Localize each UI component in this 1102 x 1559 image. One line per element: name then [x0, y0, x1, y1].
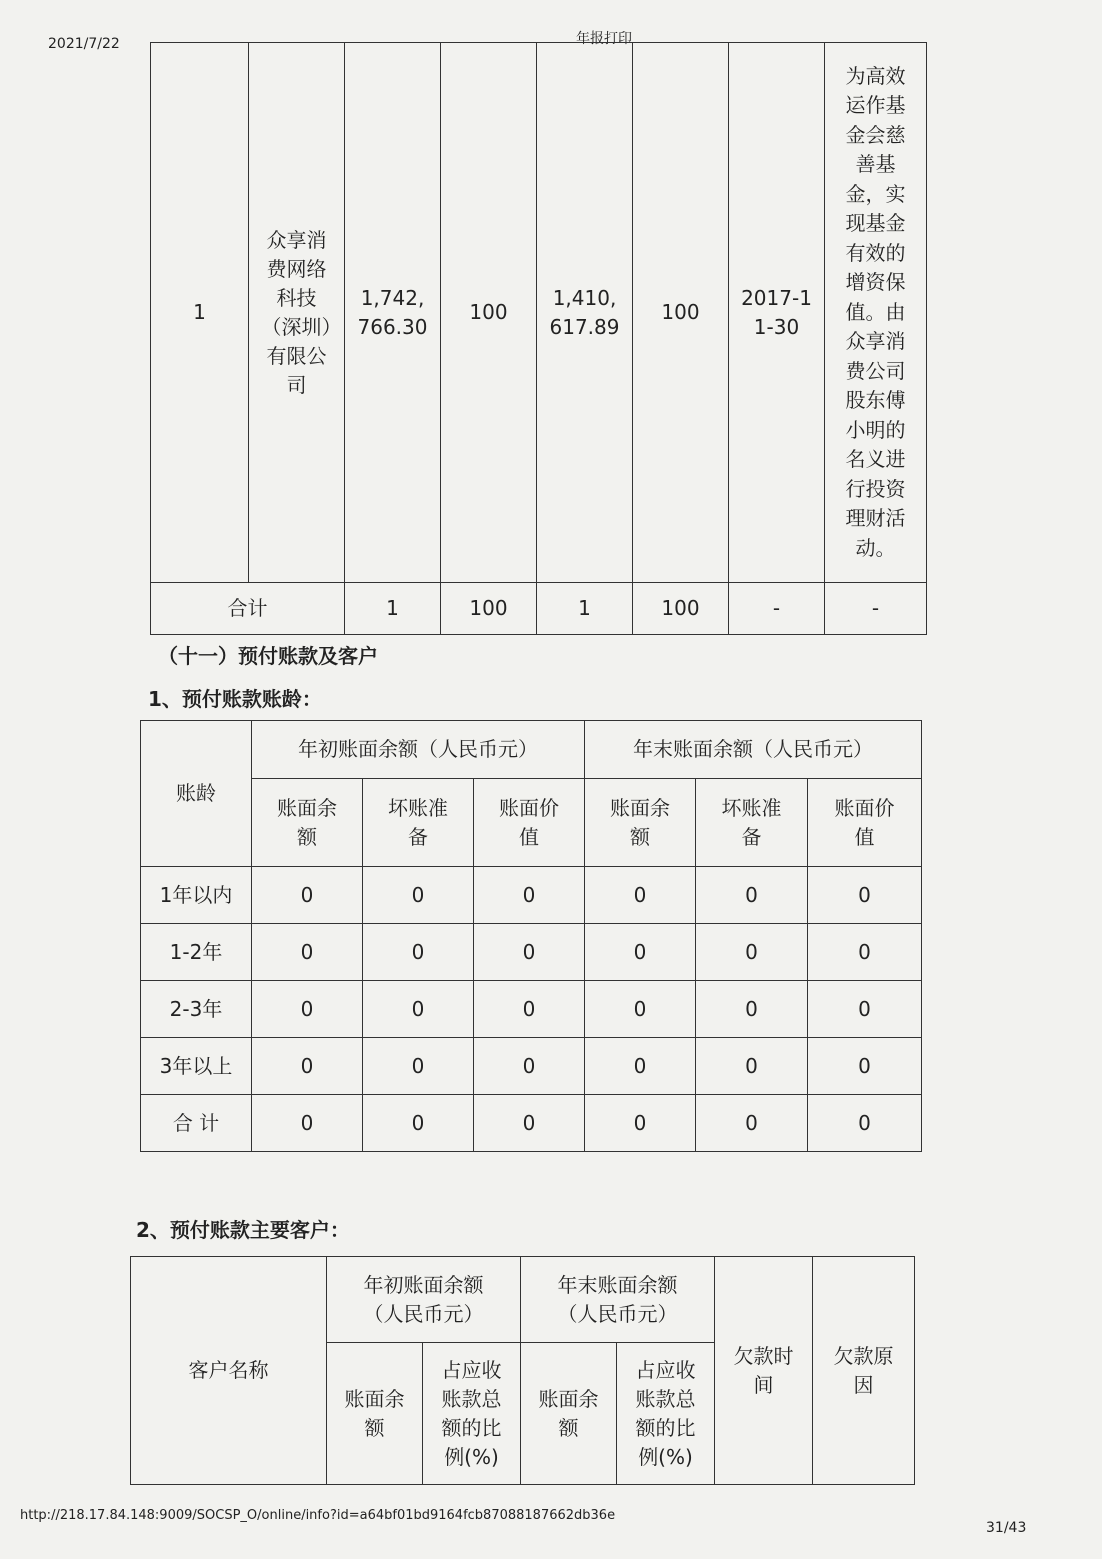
total-cell: 100	[633, 583, 729, 635]
total-label: 合计	[151, 583, 345, 635]
cell: 0	[252, 924, 363, 981]
row-label: 3年以上	[141, 1038, 252, 1095]
cell: 0	[252, 1038, 363, 1095]
table-row	[141, 924, 922, 981]
row-label: 1-2年	[141, 924, 252, 981]
row-label: 2-3年	[141, 981, 252, 1038]
row-label: 1年以内	[141, 867, 252, 924]
table-subheader-row	[141, 779, 922, 867]
page-header-title: 年报打印	[576, 31, 632, 47]
begin-ratio: 100	[441, 43, 537, 583]
total-cell: 1	[345, 583, 441, 635]
print-date: 2021/7/22	[48, 36, 120, 52]
cell: 0	[585, 1038, 696, 1095]
table-row	[151, 43, 927, 583]
cell: 0	[252, 1095, 363, 1152]
table-total-row	[141, 1095, 922, 1152]
page-number: 31/43	[986, 1520, 1027, 1536]
footer-url: http://218.17.84.148:9009/SOCSP_O/online/info?id=a64bf01bd9164fcb87088187662db36e	[20, 1508, 616, 1523]
cell: 0	[363, 924, 474, 981]
cell: 0	[585, 867, 696, 924]
sub-header: 坏账准备	[363, 779, 474, 867]
cell: 0	[808, 924, 922, 981]
table-row	[141, 867, 922, 924]
cell: 0	[808, 1095, 922, 1152]
receivables-table-continued	[150, 42, 927, 635]
cell: 0	[363, 867, 474, 924]
cell: 0	[474, 1038, 585, 1095]
debt-reason: 为高效运作基金会慈善基金，实现基金有效的增资保值。由众享消费公司股东傅小明的名义进行投资理财活动。	[825, 43, 927, 583]
col-header-debt-time: 欠款时间	[715, 1257, 813, 1485]
total-cell: -	[729, 583, 825, 635]
cell: 0	[363, 981, 474, 1038]
sub-header: 占应收账款总额的比例(%)	[617, 1343, 715, 1485]
table-row	[141, 981, 922, 1038]
cell: 0	[474, 1095, 585, 1152]
total-cell: 100	[441, 583, 537, 635]
prepayment-customers-table	[130, 1256, 915, 1485]
company-name: 众享消费网络科技（深圳）有限公司	[249, 43, 345, 583]
cell: 0	[696, 1038, 808, 1095]
group-header-end: 年末账面余额（人民币元）	[521, 1257, 715, 1343]
cell: 0	[474, 981, 585, 1038]
sub-header: 账面余额	[521, 1343, 617, 1485]
cell: 0	[696, 867, 808, 924]
sub-header: 账面价值	[474, 779, 585, 867]
prepayment-aging-table	[140, 720, 922, 1152]
table-header-row	[131, 1257, 915, 1343]
subsection-title: 2、预付账款主要客户：	[136, 1218, 350, 1242]
sub-header: 账面余额	[327, 1343, 423, 1485]
sub-header: 账面余额	[252, 779, 363, 867]
col-header-age: 账龄	[141, 721, 252, 867]
table-row	[141, 1038, 922, 1095]
total-cell: -	[825, 583, 927, 635]
sub-header: 坏账准备	[696, 779, 808, 867]
col-header-debt-reason: 欠款原因	[813, 1257, 915, 1485]
cell: 0	[696, 981, 808, 1038]
table-header-row	[141, 721, 922, 779]
cell: 0	[808, 867, 922, 924]
cell: 0	[808, 981, 922, 1038]
group-header-begin: 年初账面余额（人民币元）	[327, 1257, 521, 1343]
sub-header: 账面价值	[808, 779, 922, 867]
row-number: 1	[151, 43, 249, 583]
sub-header: 账面余额	[585, 779, 696, 867]
table-total-row	[151, 583, 927, 635]
cell: 0	[474, 924, 585, 981]
cell: 0	[696, 1095, 808, 1152]
cell: 0	[585, 924, 696, 981]
cell: 0	[585, 1095, 696, 1152]
group-header-end: 年末账面余额（人民币元）	[585, 721, 922, 779]
subsection-title: 1、预付账款账龄：	[148, 687, 322, 711]
cell: 0	[474, 867, 585, 924]
debt-date: 2017-11-30	[729, 43, 825, 583]
group-header-begin: 年初账面余额（人民币元）	[252, 721, 585, 779]
cell: 0	[252, 981, 363, 1038]
end-ratio: 100	[633, 43, 729, 583]
cell: 0	[363, 1095, 474, 1152]
end-amount: 1,410,617.89	[537, 43, 633, 583]
row-label: 合 计	[141, 1095, 252, 1152]
section-title: （十一）预付账款及客户	[158, 644, 378, 668]
total-cell: 1	[537, 583, 633, 635]
cell: 0	[363, 1038, 474, 1095]
cell: 0	[696, 924, 808, 981]
sub-header: 占应收账款总额的比例(%)	[423, 1343, 521, 1485]
begin-amount: 1,742,766.30	[345, 43, 441, 583]
col-header-customer: 客户名称	[131, 1257, 327, 1485]
cell: 0	[252, 867, 363, 924]
cell: 0	[808, 1038, 922, 1095]
cell: 0	[585, 981, 696, 1038]
